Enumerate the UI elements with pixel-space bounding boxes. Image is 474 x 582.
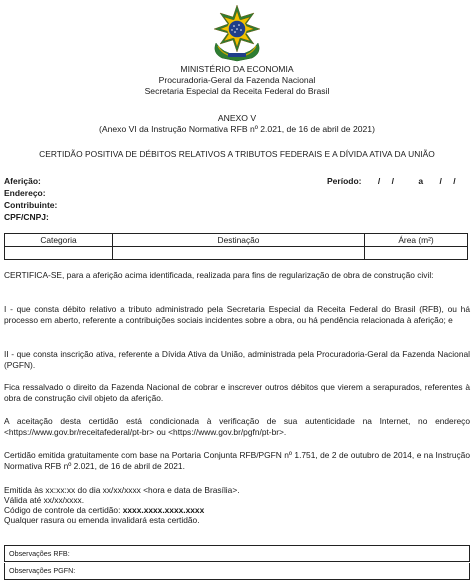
observacoes-pgfn-label: Observações PGFN: xyxy=(9,566,76,575)
observacoes-rfb-box xyxy=(4,545,470,562)
col-categoria: Categoria xyxy=(5,234,113,247)
brazil-coat-of-arms-icon xyxy=(208,3,266,63)
rasura-notice: Qualquer rasura ou emenda invalidará esta certidão. xyxy=(4,515,200,525)
paragraph-certifica: CERTIFICA-SE, para a aferição acima identificada, realizada para fins de regularização de obra de construção civil: xyxy=(4,270,434,280)
paragraph-portaria: Certidão emitida gratuitamente com base na Portaria Conjunta RFB/PGFN nº 1.751, de 2 de outubro de 2014, e na Instrução Normativa RFB nº 2.021, de 16 de abril de 2021. xyxy=(4,450,470,471)
control-code xyxy=(4,505,204,516)
paragraph-item-ii: II - que consta inscrição ativa, referente a Dívida Ativa da União, administrada pela Procuradoria-Geral da Fazenda Nacional (PGFN). xyxy=(4,349,470,370)
afericao-label: Aferição: xyxy=(4,176,41,186)
periodo-label: Período: xyxy=(327,176,362,186)
table-cell xyxy=(365,247,468,260)
table-row xyxy=(5,247,468,260)
table-cell xyxy=(5,247,113,260)
annex-title: ANEXO V xyxy=(217,113,257,123)
emission-time: Emitida às xx:xx:xx do dia xx/xx/xxxx <hora e data de Brasília>. xyxy=(4,485,240,495)
office-pgfn: Procuradoria-Geral da Fazenda Nacional xyxy=(158,75,316,85)
col-area: Área (m²) xyxy=(365,234,468,247)
office-rfb: Secretaria Especial da Receita Federal do Brasil xyxy=(144,86,330,96)
observacoes-rfb-label: Observações RFB: xyxy=(9,549,70,558)
annex-subtitle: (Anexo VI da Instrução Normativa RFB nº 2.021, de 16 de abril de 2021) xyxy=(99,124,375,134)
periodo-slash-2: / xyxy=(391,176,394,186)
contribuinte-label: Contribuinte: xyxy=(4,200,58,210)
periodo-slash-3: / xyxy=(439,176,442,186)
table-cell xyxy=(113,247,365,260)
periodo-slash-4: / xyxy=(453,176,456,186)
control-code-value: xxxx.xxxx.xxxx.xxxx xyxy=(122,505,205,515)
ministry-name: MINISTÉRIO DA ECONOMIA xyxy=(180,64,294,74)
certificate-title: CERTIDÃO POSITIVA DE DÉBITOS RELATIVOS A TRIBUTOS FEDERAIS E A DÍVIDA ATIVA DA UNIÃO xyxy=(39,149,435,159)
observacoes-pgfn-box xyxy=(4,563,470,580)
obra-table xyxy=(4,233,468,260)
paragraph-item-i: I - que consta débito relativo a tributo administrado pela Secretaria Especial da Receita Federal do Brasil (RFB), ou há processo em aberto, referente a contribuições sociais incidentes sobre a obra, ou há pendência relacionada à aferição; e xyxy=(4,304,470,325)
periodo-slash-1: / xyxy=(377,176,381,186)
endereco-label: Endereço: xyxy=(4,188,46,198)
periodo-field: Período: / / a / / xyxy=(327,176,456,186)
paragraph-aceitacao: A aceitação desta certidão está condicionada à verificação de sua autenticidade na Internet, no endereço <https://www.gov.br/receitafederal/pt-br> ou <https://www.gov.br/pgfn/pt-br>. xyxy=(4,416,470,437)
paragraph-ressalva: Fica ressalvado o direito da Fazenda Nacional de cobrar e inscrever outros débitos que vierem a serapurados, referentes à obra de construção civil objeto da aferição. xyxy=(4,382,470,403)
cpf-cnpj-label: CPF/CNPJ: xyxy=(4,212,49,222)
table-header-row xyxy=(5,234,468,247)
control-code-label: Código de controle da certidão: xyxy=(4,505,121,515)
validity-date: Válida até xx/xx/xxxx. xyxy=(4,495,85,505)
col-destinacao: Destinação xyxy=(113,234,365,247)
